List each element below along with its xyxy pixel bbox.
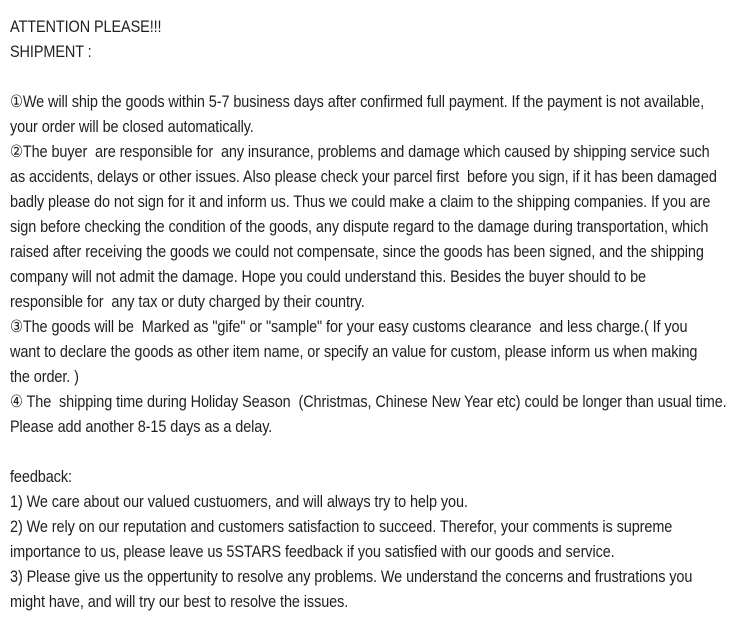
text-line: as accidents, delays or other issues. Also please check your parcel first before you sign, if it has been damaged bbox=[10, 167, 717, 186]
text-line: might have, and will try our best to resolve the issues. bbox=[10, 592, 349, 611]
text-line: ②The buyer are responsible for any insurance, problems and damage which caused by shipping service such bbox=[10, 142, 710, 161]
text-line: the order. ) bbox=[10, 367, 79, 386]
text-line: sign before checking the condition of the goods, any dispute regard to the damage during transportation, which bbox=[10, 217, 709, 236]
text-line: ①We will ship the goods within 5-7 business days after confirmed full payment. If the payment is not available, bbox=[10, 92, 704, 111]
text-line: company will not admit the damage. Hope you could understand this. Besides the buyer should to be bbox=[10, 267, 646, 286]
text-line: your order will be closed automatically. bbox=[10, 117, 254, 136]
notice-heading: ATTENTION PLEASE!!! bbox=[10, 17, 162, 36]
text-line: ④ The shipping time during Holiday Season (Christmas, Chinese New Year etc) could be longer than usual time. bbox=[10, 392, 727, 411]
feedback-item-3 bbox=[10, 564, 746, 614]
feedback-item-1 bbox=[10, 489, 746, 514]
shipment-notes bbox=[10, 89, 746, 439]
text-line: want to declare the goods as other item name, or specify an value for custom, please inform us when making bbox=[10, 342, 698, 361]
feedback-section bbox=[10, 464, 746, 614]
text-line: Please add another 8-15 days as a delay. bbox=[10, 417, 273, 436]
shipment-note-1 bbox=[10, 89, 746, 139]
feedback-heading: feedback: bbox=[10, 467, 72, 486]
text-line: 1) We care about our valued custuomers, and will always try to help you. bbox=[10, 492, 468, 511]
text-line: responsible for any tax or duty charged by their country. bbox=[10, 292, 365, 311]
shipment-note-4 bbox=[10, 389, 746, 439]
text-line: raised after receiving the goods we could not compensate, since the goods has been signed, and the shipping bbox=[10, 242, 704, 261]
text-line: importance to us, please leave us 5STARS feedback if you satisfied with our goods and service. bbox=[10, 542, 615, 561]
text-line: ③The goods will be Marked as "gife" or "sample" for your easy customs clearance and less charge.( If you bbox=[10, 317, 688, 336]
shipment-note-2 bbox=[10, 139, 746, 314]
text-line: 2) We rely on our reputation and customers satisfaction to succeed. Therefor, your comments is supreme bbox=[10, 517, 673, 536]
feedback-item-2 bbox=[10, 514, 746, 564]
shipment-note-3 bbox=[10, 314, 746, 389]
text-line: 3) Please give us the oppertunity to resolve any problems. We understand the concerns and frustrations you bbox=[10, 567, 693, 586]
notice-subheading: SHIPMENT : bbox=[10, 42, 92, 61]
text-line: badly please do not sign for it and inform us. Thus we could make a claim to the shipping companies. If you are bbox=[10, 192, 711, 211]
